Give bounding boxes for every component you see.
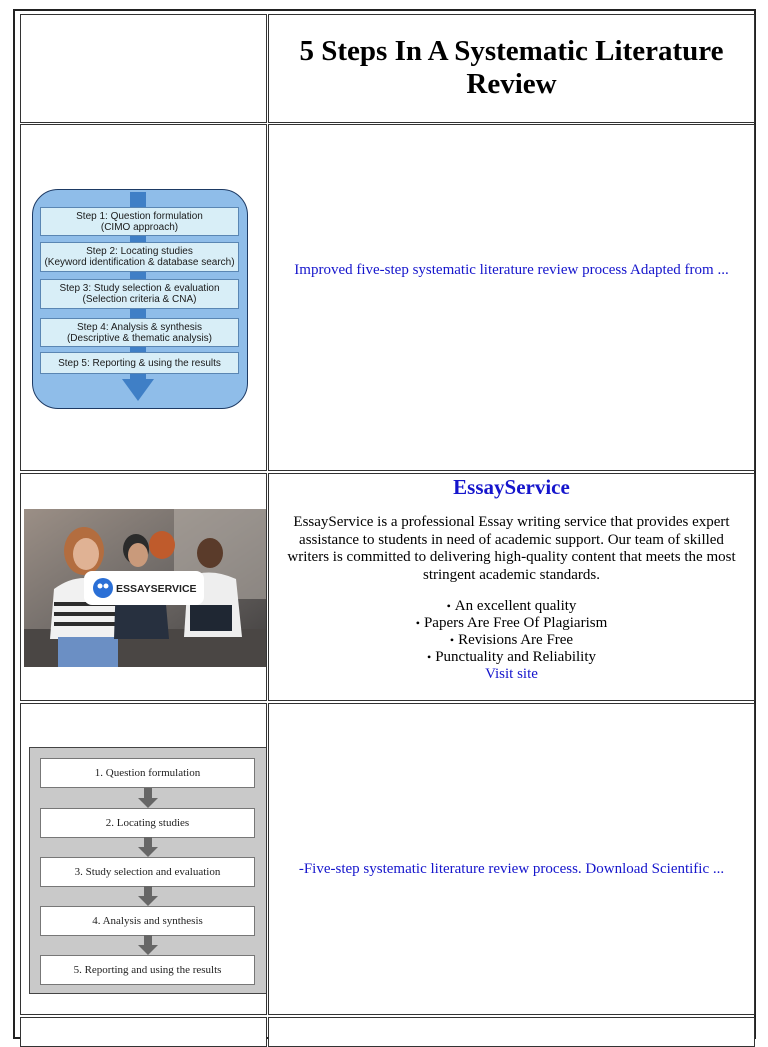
process-step-1: 1. Question formulation [40, 758, 255, 788]
five-step-diagram-image[interactable] [32, 189, 248, 409]
down-arrow-icon [138, 788, 158, 808]
five-step-process-image[interactable] [29, 747, 267, 994]
ad-text-cell [268, 473, 755, 701]
page-title: 5 Steps In A Systematic Literature Review [299, 35, 724, 100]
feature-item: • An excellent quality [269, 598, 754, 615]
diagram-step-4: Step 4: Analysis & synthesis (Descriptive & thematic analysis) [40, 318, 239, 347]
results-table [13, 9, 756, 1039]
result1-image-cell[interactable] [20, 124, 267, 471]
down-arrow-icon [138, 837, 158, 857]
feature-item: • Punctuality and Reliability [269, 649, 754, 666]
flow-arrow-icon [122, 379, 154, 401]
next-row-cell [268, 1017, 755, 1047]
diagram-step-5: Step 5: Reporting & using the results [40, 352, 239, 374]
header-title-cell [268, 14, 755, 123]
diagram-step-3: Step 3: Study selection & evaluation (Selection criteria & CNA) [40, 279, 239, 309]
students-photo[interactable] [24, 509, 266, 667]
result2-link[interactable]: -Five-step systematic literature review process. Download Scientific ... [298, 861, 725, 877]
diagram-step-1: Step 1: Question formulation (CIMO approach) [40, 207, 239, 236]
result2-image-cell[interactable] [20, 703, 267, 1015]
visit-site-link[interactable]: Visit site [485, 666, 538, 682]
down-arrow-icon [138, 886, 158, 906]
ad-description: EssayService is a professional Essay writing service that provides expert assistance to students in need of academic support. Our team of skilled writers is committed to delivering high-quality content that meets the most stringent academic standards. [287, 514, 736, 583]
header-empty-cell [20, 14, 267, 123]
process-step-3: 3. Study selection and evaluation [40, 857, 255, 887]
owl-logo-icon [93, 578, 113, 598]
down-arrow-icon [138, 935, 158, 955]
process-step-2: 2. Locating studies [40, 808, 255, 838]
feature-item: • Papers Are Free Of Plagiarism [269, 615, 754, 632]
result1-text-cell [268, 124, 755, 471]
ad-image-cell[interactable] [20, 473, 267, 701]
process-step-5: 5. Reporting and using the results [40, 955, 255, 985]
next-row-cell [20, 1017, 267, 1047]
process-step-4: 4. Analysis and synthesis [40, 906, 255, 936]
ad-title-link[interactable]: EssayService [453, 475, 570, 499]
essayservice-badge: ESSAYSERVICE [116, 583, 197, 595]
ad-feature-list [269, 598, 754, 666]
result1-link[interactable]: Improved five-step systematic literature review process Adapted from ... [294, 262, 729, 278]
feature-item: • Revisions Are Free [269, 632, 754, 649]
diagram-step-2: Step 2: Locating studies (Keyword identification & database search) [40, 242, 239, 272]
result2-text-cell [268, 703, 755, 1015]
